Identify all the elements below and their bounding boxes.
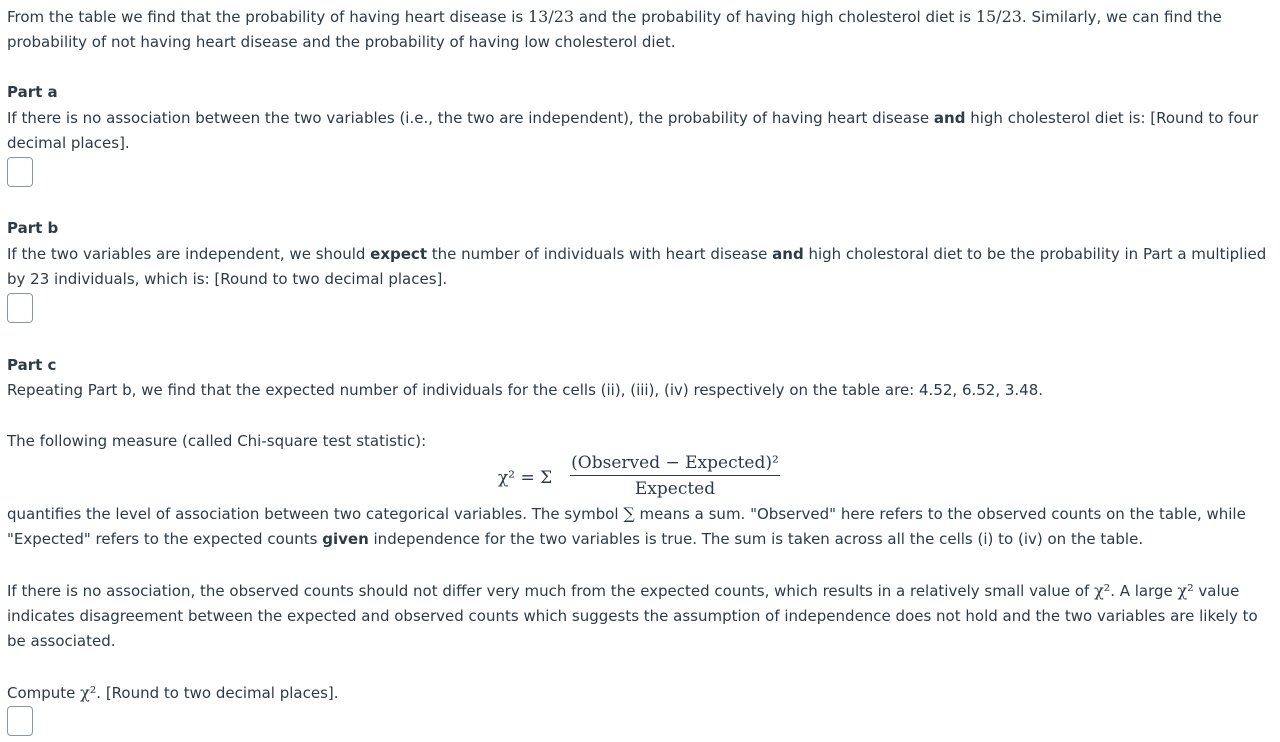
heart-disease-probability: 13/23 <box>528 7 575 26</box>
quantifies-bold: given <box>322 530 369 548</box>
compute-text-2: . [Round to two decimal places]. <box>96 684 339 702</box>
part-a-answer-input[interactable] <box>7 157 33 187</box>
part-c-text: Repeating Part b, we find that the expected number of individuals for the cells (ii), (iii), (iv) respectively on the table are: 4.52, 6.52, 3.48. <box>7 381 1044 399</box>
part-b-text-2: the number of individuals with heart disease <box>427 245 773 263</box>
fraction-bar <box>570 475 780 476</box>
chi-square-symbol: χ² <box>80 683 97 702</box>
part-b-text-1: If the two variables are independent, we should <box>7 245 371 263</box>
formula-numerator: (Observed − Expected)² <box>571 453 779 473</box>
compute-instruction <box>7 680 1269 706</box>
intro-text-3: . Similarly, we can find the probability of not having heart disease and the probability of having low cholesterol diet. <box>7 8 1222 51</box>
association-text-2: . A large <box>1110 582 1178 600</box>
part-b-bold-1: expect <box>370 245 427 263</box>
intro-paragraph <box>7 4 1269 55</box>
part-b-answer-input[interactable] <box>7 293 33 323</box>
part-b-bold-2: and <box>772 245 804 263</box>
quantifies-text-3: independence for the two variables is true. The sum is taken across all the cells (i) to (iv) on the table. <box>368 530 1144 548</box>
part-c-heading: Part c <box>7 356 57 374</box>
formula-denominator: Expected <box>634 479 716 499</box>
part-a-bold: and <box>933 109 966 127</box>
sigma-symbol: ∑ <box>623 504 635 523</box>
quantifies-text-2: means a sum. "Observed" here refers to the observed counts on the table, while "Expected" refers to the expected counts <box>7 505 1246 548</box>
part-a-text-2: high cholesterol diet is: [Round to four decimal places]. <box>7 109 1259 152</box>
quantifies-paragraph <box>7 501 1269 552</box>
chi-square-symbol: χ² <box>1094 581 1111 600</box>
association-text-1: If there is no association, the observed counts should not differ very much from the expected counts, which results in a relatively small value of <box>7 582 1095 600</box>
part-a-heading: Part a <box>7 83 58 101</box>
high-cholesterol-probability: 15/23 <box>975 7 1022 26</box>
intro-text-1: From the table we find that the probability of having heart disease is <box>7 8 528 26</box>
intro-text-2: and the probability of having high cholesterol diet is <box>574 8 976 26</box>
part-a-text-1: If there is no association between the two variables (i.e., the two are independent), the probability of having heart disease <box>7 109 934 127</box>
part-b-heading: Part b <box>7 219 59 237</box>
association-paragraph <box>7 578 1269 654</box>
part-a-question <box>7 106 1269 156</box>
association-text-3: value indicates disagreement between the expected and observed counts which suggests the assumption of independence does not hold and the two variables are likely to be associated. <box>7 582 1258 650</box>
formula-fraction <box>570 452 780 500</box>
measure-intro: The following measure (called Chi-square test statistic): <box>7 432 427 450</box>
chi-square-answer-input[interactable] <box>7 706 33 736</box>
part-b-question <box>7 242 1269 292</box>
formula-lhs: χ² = Σ <box>498 468 553 488</box>
quantifies-text-1: quantifies the level of association between two categorical variables. The symbol <box>7 505 624 523</box>
part-b-text-3: high cholestoral diet to be the probability in Part a multiplied by 23 individuals, which is: [Round to two decimal places]. <box>7 245 1267 288</box>
chi-square-symbol: χ² <box>1177 581 1194 600</box>
compute-text-1: Compute <box>7 684 81 702</box>
